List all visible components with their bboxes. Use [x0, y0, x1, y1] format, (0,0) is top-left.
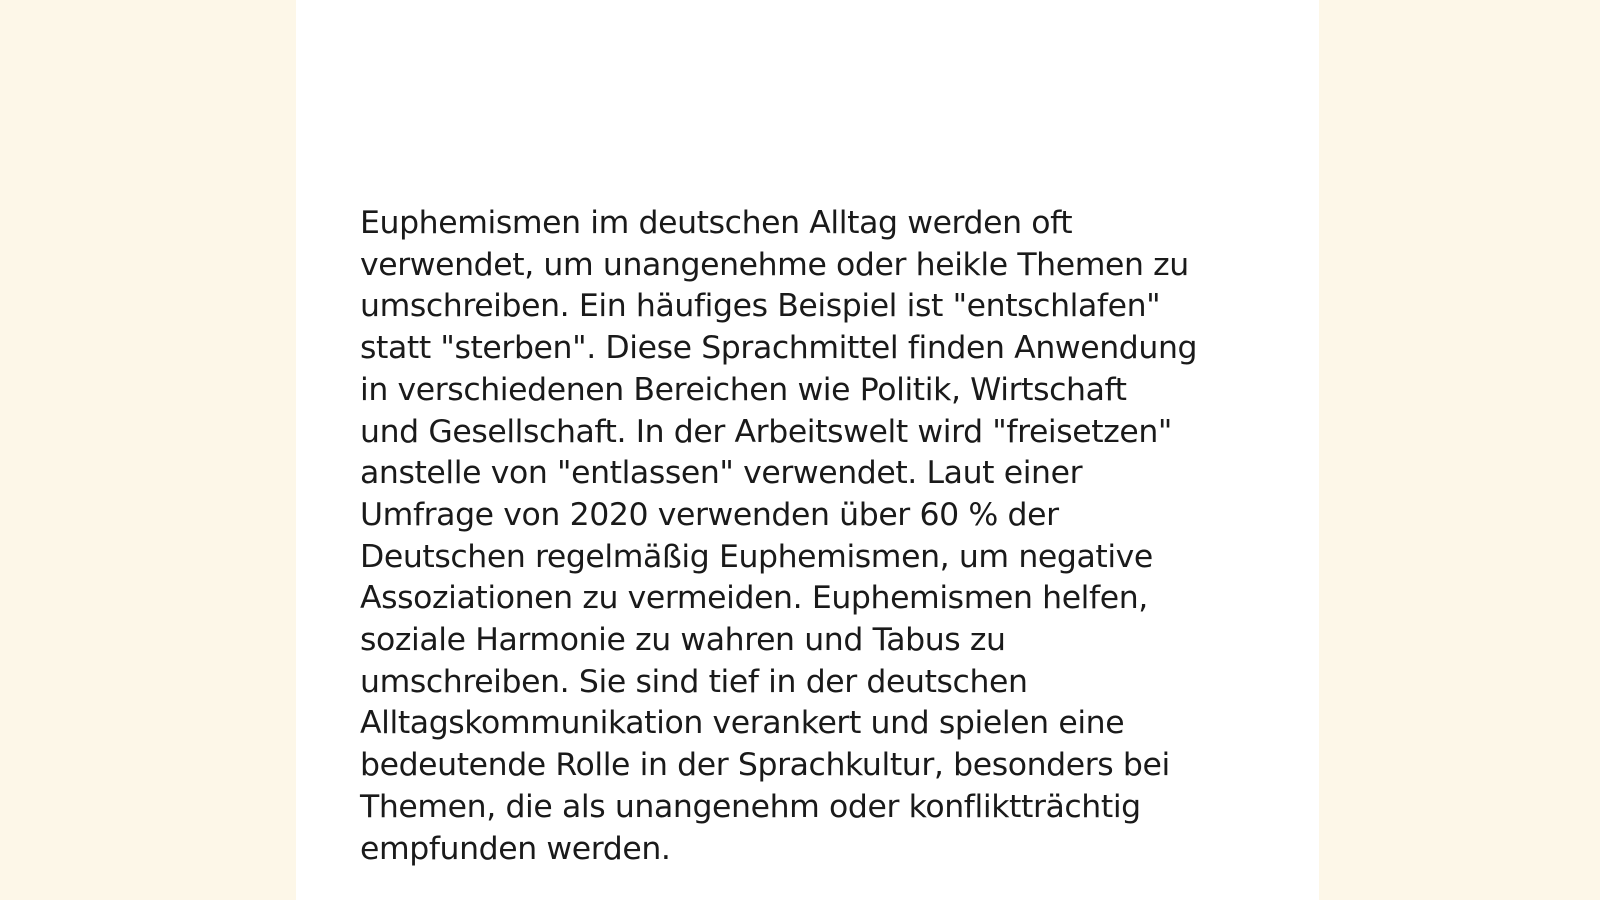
paragraph-line: Euphemismen im deutschen Alltag werden oft: [360, 205, 1073, 241]
paragraph-line: soziale Harmonie zu wahren und Tabus zu: [360, 622, 1006, 659]
paragraph-line: statt "sterben". Diese Sprachmittel finden Anwendung: [360, 330, 1198, 367]
document-page: [296, 0, 1319, 900]
paragraph-line: anstelle von "entlassen" verwendet. Laut einer: [360, 455, 1083, 492]
paragraph-line: bedeutende Rolle in der Sprachkultur, besonders bei: [360, 747, 1170, 784]
paragraph-line: und Gesellschaft. In der Arbeitswelt wird "freisetzen": [360, 413, 1172, 450]
paragraph-line: Themen, die als unangenehm oder konfliktträchtig: [360, 788, 1141, 825]
paragraph-line: Deutschen regelmäßig Euphemismen, um negative: [360, 538, 1153, 575]
paragraph-line: in verschiedenen Bereichen wie Politik, Wirtschaft: [360, 371, 1127, 408]
document-paragraph: [360, 203, 1260, 870]
paragraph-line: Alltagskommunikation verankert und spielen eine: [360, 705, 1125, 742]
paragraph-line: empfunden werden.: [360, 830, 671, 867]
paragraph-line: verwendet, um unangenehme oder heikle Themen zu: [360, 246, 1189, 283]
paragraph-line: umschreiben. Sie sind tief in der deutschen: [360, 663, 1028, 700]
paragraph-line: Assoziationen zu vermeiden. Euphemismen helfen,: [360, 580, 1148, 617]
paragraph-line: umschreiben. Ein häufiges Beispiel ist "entschlafen": [360, 288, 1161, 325]
paragraph-line: Umfrage von 2020 verwenden über 60 % der: [360, 496, 1059, 533]
